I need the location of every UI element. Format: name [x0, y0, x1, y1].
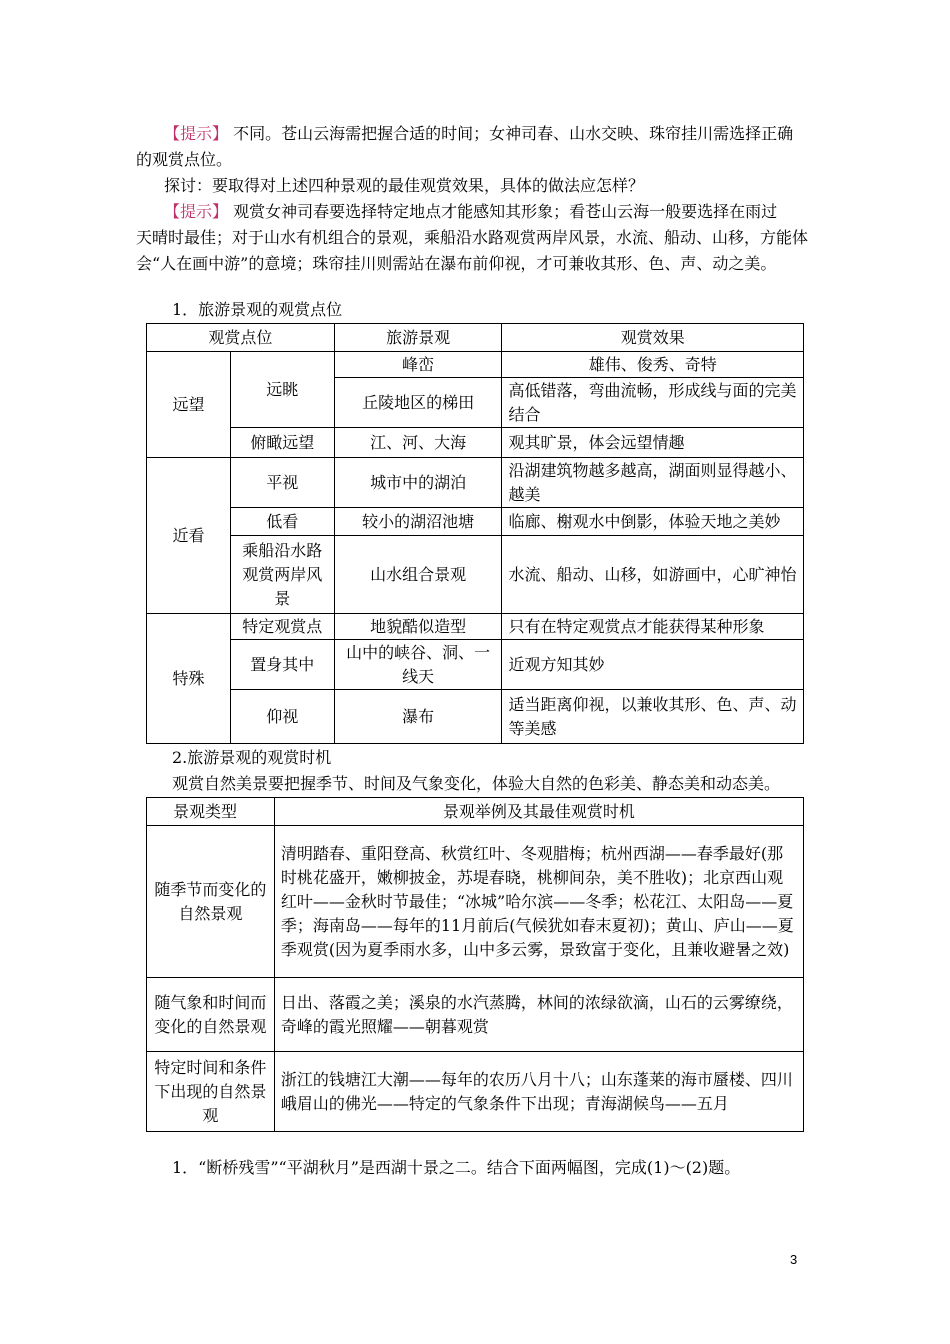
scene-cell: 瀑布: [334, 690, 502, 744]
subgroup-cell: 特定观赏点: [230, 614, 334, 640]
subgroup-cell: 低看: [230, 508, 334, 536]
subgroup-cell: 俯瞰远望: [230, 428, 334, 458]
table-header-row: [147, 324, 804, 352]
group-cell: 近看: [147, 458, 231, 614]
page-number: 3: [790, 1252, 798, 1267]
table-row: [147, 640, 804, 690]
subgroup-cell: 置身其中: [230, 640, 334, 690]
tip-label: 【提示】: [164, 124, 229, 143]
effect-cell: 近观方知其妙: [502, 640, 804, 690]
tip-text: 观赏女神司春要选择特定地点才能感知其形象；看苍山云海一般要选择在雨过: [233, 202, 778, 221]
effect-cell: 观其旷景，体会远望情趣: [502, 428, 804, 458]
type-cell: 特定时间和条件下出现的自然景观: [147, 1052, 275, 1132]
effect-cell: 适当距离仰视，以兼收其形、色、声、动等美感: [502, 690, 804, 744]
table-row: [147, 536, 804, 614]
scene-cell: 城市中的湖泊: [334, 458, 502, 508]
table-row: [147, 690, 804, 744]
tip-paragraph-1-line-2: 的观赏点位。: [136, 150, 233, 169]
subgroup-cell: 平视: [230, 458, 334, 508]
effect-cell: 高低错落，弯曲流畅，形成线与面的完美结合: [502, 378, 804, 428]
section-1-title: 1．旅游景观的观赏点位: [172, 300, 343, 319]
table-row: [147, 508, 804, 536]
group-cell: 特殊: [147, 614, 231, 744]
table-row: [147, 826, 804, 978]
scene-cell: 山中的峡谷、洞、一线天: [334, 640, 502, 690]
scene-cell: 较小的湖沼池塘: [334, 508, 502, 536]
header-cell: 观赏效果: [502, 324, 804, 352]
type-cell: 随季节而变化的自然景观: [147, 826, 275, 978]
exercise-question-1: 1．“断桥残雪”“平湖秋月”是西湖十景之二。结合下面两幅图，完成(1)～(2)题。: [172, 1158, 741, 1177]
scene-cell: 峰峦: [334, 352, 502, 378]
section-2-intro: 观赏自然美景要把握季节、时间及气象变化，体验大自然的色彩美、静态美和动态美。: [172, 774, 781, 793]
tip-paragraph-2-line-1: [164, 199, 777, 225]
subgroup-cell: 乘船沿水路观赏两岸风景: [230, 536, 334, 614]
table-row: [147, 428, 804, 458]
viewing-position-table: [146, 323, 804, 744]
tip-paragraph-2-line-2: 天晴时最佳；对于山水有机组合的景观，乘船沿水路观赏两岸风景，水流、船动、山移，方能体: [136, 228, 809, 247]
table-row: [147, 458, 804, 508]
viewing-time-table: [146, 797, 804, 1132]
effect-cell: 只有在特定观赏点才能获得某种形象: [502, 614, 804, 640]
table-row: [147, 614, 804, 640]
desc-cell: 浙江的钱塘江大潮——每年的农历八月十八；山东蓬莱的海市蜃楼、四川峨眉山的佛光——特定的气象条件下出现；青海湖候鸟——五月: [274, 1052, 803, 1132]
desc-cell: 清明踏春、重阳登高、秋赏红叶、冬观腊梅；杭州西湖——春季最好(那时桃花盛开，嫩柳披金，苏堤春晓，桃柳间杂，美不胜收)；北京西山观红叶——金秋时节最佳；“冰城”哈尔滨——冬季；松花江、太阳岛——夏季；海南岛——每年的11月前后(气候犹如春末夏初)；黄山、庐山——夏季观赏(因为夏季雨水多，山中多云雾，景致富于变化，且兼收避暑之效): [274, 826, 803, 978]
table-row: [147, 352, 804, 378]
subgroup-cell: 远眺: [230, 352, 334, 428]
header-cell: 景观举例及其最佳观赏时机: [274, 798, 803, 826]
table-header-row: [147, 798, 804, 826]
scene-cell: 丘陵地区的梯田: [334, 378, 502, 428]
scene-cell: 地貌酷似造型: [334, 614, 502, 640]
effect-cell: 临廊、榭观水中倒影，体验天地之美妙: [502, 508, 804, 536]
tip-paragraph-2-line-3: 会“人在画中游”的意境；珠帘挂川则需站在瀑布前仰视，才可兼收其形、色、声、动之美。: [136, 254, 777, 273]
header-cell: 观赏点位: [147, 324, 335, 352]
table-row: [147, 978, 804, 1052]
header-cell: 旅游景观: [334, 324, 502, 352]
subgroup-cell: 仰视: [230, 690, 334, 744]
type-cell: 随气象和时间而变化的自然景观: [147, 978, 275, 1052]
tip-paragraph-1-line-1: [164, 121, 793, 147]
effect-cell: 水流、船动、山移，如游画中，心旷神怡: [502, 536, 804, 614]
section-2-title: 2.旅游景观的观赏时机: [172, 748, 332, 767]
discussion-question: 探讨：要取得对上述四种景观的最佳观赏效果，具体的做法应怎样？: [164, 176, 645, 195]
desc-cell: 日出、落霞之美；溪泉的水汽蒸腾，林间的浓绿欲滴，山石的云雾缭绕，奇峰的霞光照耀——朝暮观赏: [274, 978, 803, 1052]
tip-label: 【提示】: [164, 202, 229, 221]
effect-cell: 沿湖建筑物越多越高，湖面则显得越小、越美: [502, 458, 804, 508]
scene-cell: 山水组合景观: [334, 536, 502, 614]
group-cell: 远望: [147, 352, 231, 458]
effect-cell: 雄伟、俊秀、奇特: [502, 352, 804, 378]
header-cell: 景观类型: [147, 798, 275, 826]
table-row: [147, 1052, 804, 1132]
tip-text: 不同。苍山云海需把握合适的时间；女神司春、山水交映、珠帘挂川需选择正确: [233, 124, 794, 143]
scene-cell: 江、河、大海: [334, 428, 502, 458]
